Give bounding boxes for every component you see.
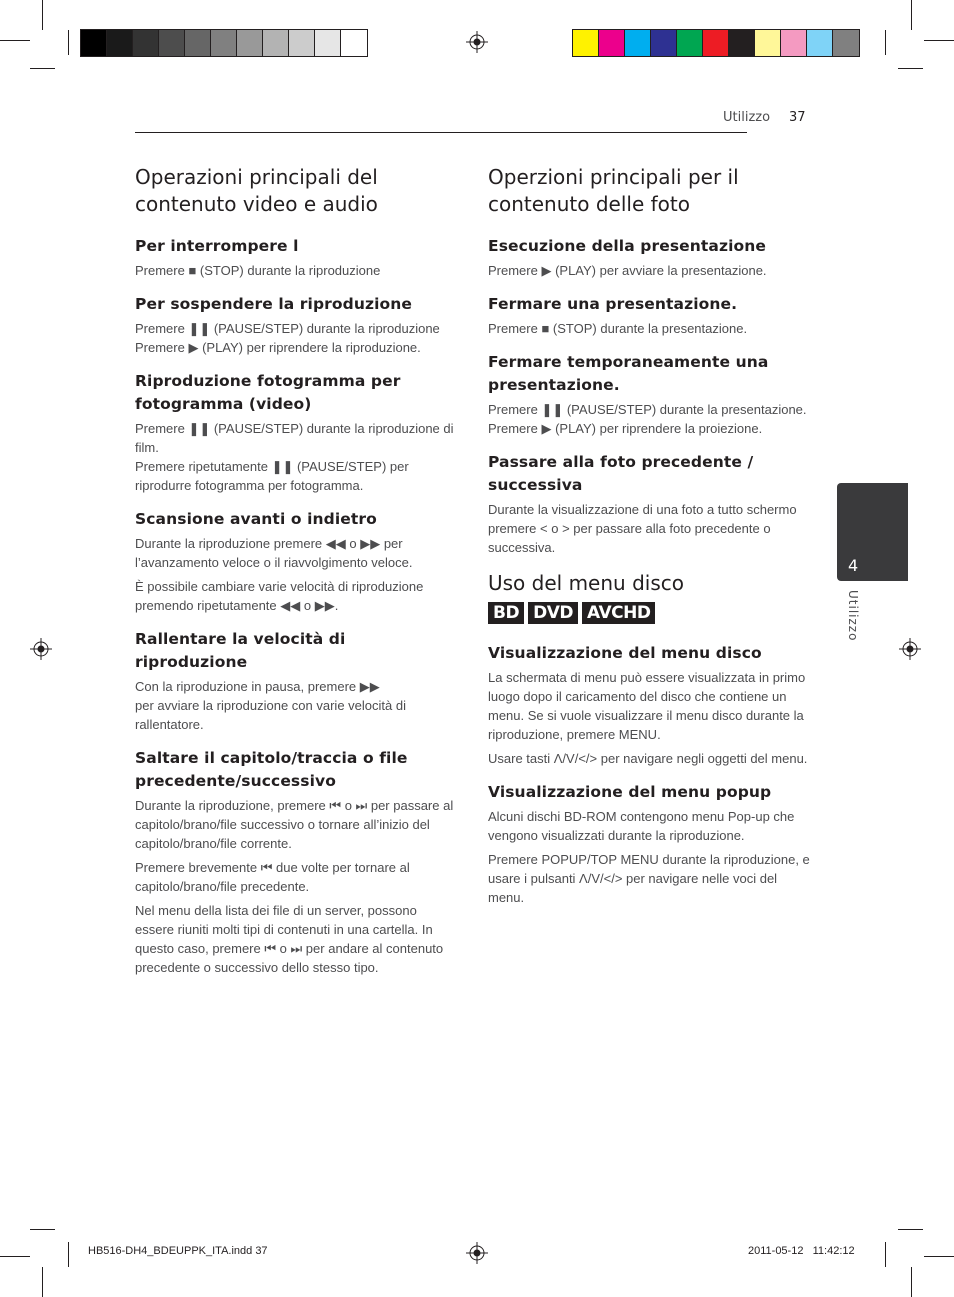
section-paragraph: Alcuni dischi BD-ROM contengono menu Pop-up che vengono visualizzati durante la riproduzione. — [488, 809, 795, 843]
color-swatch — [133, 30, 159, 56]
color-swatch — [807, 30, 833, 56]
section-heading: Per interrompere l — [135, 237, 299, 255]
section-heading: Scansione avanti o indietro — [135, 510, 377, 528]
section — [488, 293, 810, 338]
crop-mark — [42, 1267, 43, 1297]
section — [488, 235, 810, 280]
left-column — [135, 164, 457, 990]
disc-logo-dvd: DVD — [528, 602, 578, 624]
color-swatch — [289, 30, 315, 56]
section-paragraph: Premere ❚❚ (PAUSE/STEP) durante la riproduzione Premere ▶ (PLAY) per riprendere la riproduzione. — [135, 321, 440, 355]
registration-mark-icon — [30, 638, 52, 660]
header-page-number: 37 — [789, 110, 806, 125]
crop-mark — [924, 40, 954, 41]
crop-mark — [885, 30, 886, 55]
section-heading: Riproduzione fotogramma per fotogramma (video) — [135, 372, 401, 413]
section-paragraph: Premere ■ (STOP) durante la presentazione. — [488, 321, 748, 336]
menu-sections — [488, 642, 810, 907]
crop-mark — [885, 1242, 886, 1267]
color-swatch — [315, 30, 341, 56]
section-paragraph: Premere ❚❚ (PAUSE/STEP) durante la riproduzione di film. Premere ripetutamente ❚❚ (PAUSE/STEP) per riprodurre fotogramma per fotogramma. — [135, 421, 454, 493]
registration-mark-icon — [466, 1242, 488, 1264]
disc-logo-bd: BD — [488, 602, 524, 624]
section — [488, 642, 810, 768]
color-swatch — [677, 30, 703, 56]
menu-title: Uso del menu disco — [488, 571, 684, 595]
section-paragraph: Con la riproduzione in pausa, premere ▶▶ per avviare la riproduzione con varie velocità di rallentatore. — [135, 679, 406, 732]
color-swatch — [81, 30, 107, 56]
chapter-tab-number: 4 — [848, 556, 859, 575]
color-swatch — [573, 30, 599, 56]
color-swatch — [211, 30, 237, 56]
section-paragraph: È possibile cambiare varie velocità di riproduzione premendo ripetutamente ◀◀ o ▶▶. — [135, 579, 424, 613]
color-swatch — [729, 30, 755, 56]
section-paragraph: Premere brevemente ⏮ due volte per tornare al capitolo/brano/file precedente. — [135, 860, 410, 894]
crop-mark — [924, 1256, 954, 1257]
section — [488, 781, 810, 907]
crop-mark — [898, 68, 923, 69]
section-heading: Fermare temporaneamente una presentazione. — [488, 353, 769, 394]
right-sections — [488, 235, 810, 557]
header-rule — [135, 132, 747, 133]
crop-mark — [898, 1229, 923, 1230]
section-heading: Rallentare la velocità di riproduzione — [135, 630, 346, 671]
section-paragraph: Usare tasti Λ/V/</> per navigare negli oggetti del menu. — [488, 751, 808, 766]
color-swatch — [781, 30, 807, 56]
section-paragraph: Premere ■ (STOP) durante la riproduzione — [135, 263, 381, 278]
crop-mark — [30, 68, 55, 69]
footer-date-info: 2011-05-12 11:42:12 — [748, 1245, 855, 1257]
crop-mark — [42, 0, 43, 30]
section-heading: Visualizzazione del menu popup — [488, 783, 772, 801]
left-sections — [135, 235, 457, 977]
section — [488, 451, 810, 557]
section-paragraph: Premere POPUP/TOP MENU durante la riproduzione, e usare i pulsanti Λ/V/</> per navigare nelle voci del menu. — [488, 852, 810, 905]
color-swatch — [159, 30, 185, 56]
section-paragraph: Nel menu della lista dei file di un server, possono essere riuniti molti tipi di contenuti in una cartella. In questo caso, premere ⏮ o ⏭ per andare al contenuto precedente o successivo dello stesso tipo. — [135, 903, 444, 975]
color-bar — [572, 29, 860, 57]
section — [135, 747, 457, 977]
section — [135, 293, 457, 357]
color-swatch — [833, 30, 859, 56]
section-heading: Esecuzione della presentazione — [488, 237, 766, 255]
section — [135, 508, 457, 615]
grayscale-bar — [80, 29, 368, 57]
section-heading: Saltare il capitolo/traccia o file precedente/successivo — [135, 749, 408, 790]
color-swatch — [185, 30, 211, 56]
registration-mark-icon — [899, 638, 921, 660]
disc-logo-avchd: AVCHD — [582, 602, 655, 624]
color-swatch — [599, 30, 625, 56]
footer-file-info: HB516-DH4_BDEUPPK_ITA.indd 37 — [88, 1245, 268, 1257]
section-heading: Fermare una presentazione. — [488, 295, 738, 313]
section-paragraph: Durante la riproduzione premere ◀◀ o ▶▶ per l’avanzamento veloce o il riavvolgimento veloce. — [135, 536, 413, 570]
crop-mark — [0, 40, 30, 41]
color-swatch — [625, 30, 651, 56]
color-swatch — [107, 30, 133, 56]
section — [135, 628, 457, 734]
section-paragraph: La schermata di menu può essere visualizzata in primo luogo dopo il caricamento del disco che contiene un menu. Se si vuole visualizzare il menu disco durante la riproduzione, premere MENU. — [488, 670, 806, 742]
section-heading: Per sospendere la riproduzione — [135, 295, 412, 313]
section-paragraph: Premere ❚❚ (PAUSE/STEP) durante la presentazione. Premere ▶ (PLAY) per riprendere la proiezione. — [488, 402, 807, 436]
section-heading: Visualizzazione del menu disco — [488, 644, 762, 662]
crop-mark — [911, 0, 912, 30]
color-swatch — [651, 30, 677, 56]
crop-mark — [30, 1229, 55, 1230]
header-section-name: Utilizzo — [723, 110, 771, 125]
color-swatch — [237, 30, 263, 56]
section-paragraph: Premere ▶ (PLAY) per avviare la presentazione. — [488, 263, 767, 278]
right-column — [488, 164, 810, 920]
crop-mark — [911, 1267, 912, 1297]
left-column-title: Operazioni principali del contenuto video e audio — [135, 165, 378, 216]
crop-mark — [68, 30, 69, 55]
color-swatch — [341, 30, 367, 56]
crop-mark — [68, 1242, 69, 1267]
section-heading: Passare alla foto precedente / successiva — [488, 453, 754, 494]
chapter-tab-label: Utilizzo — [846, 590, 860, 642]
disc-logos — [488, 602, 810, 624]
crop-mark — [0, 1256, 30, 1257]
color-swatch — [263, 30, 289, 56]
section-paragraph: Durante la riproduzione, premere ⏮ o ⏭ per passare al capitolo/brano/file successivo o tornare all’inizio del capitolo/brano/file corrente. — [135, 798, 454, 851]
section — [135, 235, 457, 280]
color-swatch — [755, 30, 781, 56]
section — [488, 351, 810, 438]
section — [135, 370, 457, 495]
registration-mark-icon — [466, 31, 488, 53]
color-swatch — [703, 30, 729, 56]
right-column-title: Operzioni principali per il contenuto delle foto — [488, 165, 739, 216]
section-paragraph: Durante la visualizzazione di una foto a tutto schermo premere < o > per passare alla foto precedente o successiva. — [488, 502, 797, 555]
